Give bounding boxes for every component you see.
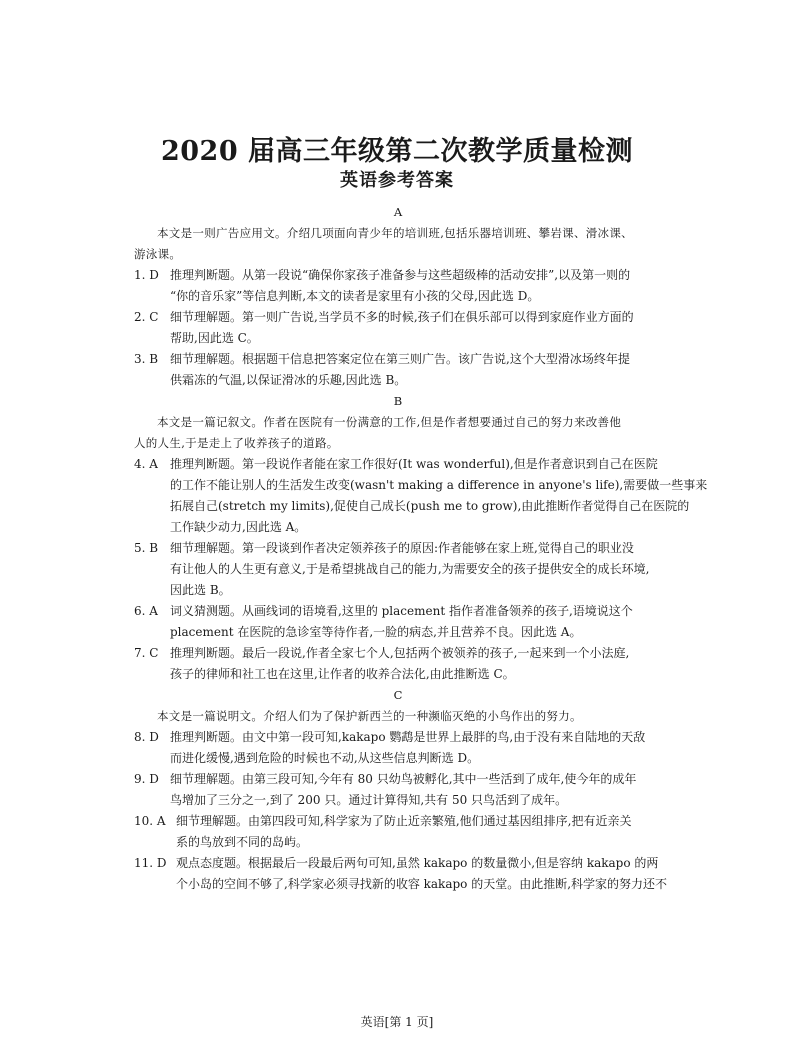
question-item — [134, 538, 662, 601]
section-label: B — [393, 394, 403, 408]
question-number: 4. A — [134, 457, 158, 471]
question-explanation — [170, 601, 662, 643]
explanation-line: 个小岛的空间不够了,科学家必须寻找新的收容 kakapo 的天堂。由此推断,科学家的努力还不 — [176, 877, 668, 891]
explanation-line: 细节理解题。由第四段可知,科学家为了防止近亲繁殖,他们通过基因组排序,把有近亲关 — [176, 814, 632, 828]
question-number: 5. B — [134, 541, 159, 555]
explanation-line: 鸟增加了三分之一,到了 200 只。通过计算得知,共有 50 只鸟活到了成年。 — [170, 793, 568, 807]
explanation-line: 推理判断题。从第一段说“确保你家孩子准备参与这些超级棒的活动安排”,以及第一则的 — [170, 268, 631, 282]
intro-line: 人的人生,于是走上了收养孩子的道路。 — [134, 436, 339, 450]
explanation-line: 细节理解题。第一则广告说,当学员不多的时候,孩子们在俱乐部可以得到家庭作业方面的 — [170, 310, 634, 324]
explanation-line: 推理判断题。由文中第一段可知,kakapo 鹦鹉是世界上最胖的鸟,由于没有来自陆地的天敌 — [170, 730, 646, 744]
explanation-line: 工作缺少动力,因此选 A。 — [170, 520, 307, 534]
explanation-line: 推理判断题。最后一段说,作者全家七个人,包括两个被领养的孩子,一起来到一个小法庭, — [170, 646, 630, 660]
explanation-line: 观点态度题。根据最后一段最后两句可知,虽然 kakapo 的数量微小,但是容纳 kakapo 的两 — [176, 856, 659, 870]
page-subtitle: 英语参考答案 — [340, 170, 454, 191]
question-number: 11. D — [134, 856, 167, 870]
intro-line: 本文是一篇说明文。介绍人们为了保护新西兰的一种濒临灭绝的小鸟作出的努力。 — [157, 709, 582, 723]
explanation-line: 供霜冻的气温,以保证滑冰的乐趣,因此选 B。 — [170, 373, 407, 387]
page-footer: 英语[第 1 页] — [360, 1015, 434, 1029]
explanation-line: 细节理解题。由第三段可知,今年有 80 只幼鸟被孵化,其中一些活到了成年,使今年的成年 — [170, 772, 637, 786]
question-number: 6. A — [134, 604, 158, 618]
page-title: 2020 届高三年级第二次教学质量检测 — [160, 136, 634, 167]
question-explanation — [170, 769, 662, 811]
explanation-line: 有让他人的人生更有意义,于是希望挑战自己的能力,为需要安全的孩子提供安全的成长环境, — [170, 562, 650, 576]
question-item — [134, 727, 662, 769]
question-item — [134, 853, 668, 895]
question-explanation — [170, 349, 662, 391]
question-item — [134, 643, 662, 685]
intro-line: 本文是一则广告应用文。介绍几项面向青少年的培训班,包括乐器培训班、攀岩课、滑冰课、 — [157, 226, 633, 240]
section-intro — [134, 223, 662, 265]
explanation-line: 细节理解题。第一段谈到作者决定领养孩子的原因:作者能够在家上班,觉得自己的职业没 — [170, 541, 634, 555]
section-label: C — [393, 688, 403, 702]
question-item — [134, 454, 708, 538]
question-number: 3. B — [134, 352, 159, 366]
question-number: 2. C — [134, 310, 159, 324]
question-explanation — [170, 307, 662, 349]
explanation-line: 而进化缓慢,遇到危险的时候也不动,从这些信息判断选 D。 — [170, 751, 480, 765]
section-intro — [134, 706, 662, 727]
explanation-line: 细节理解题。根据题干信息把答案定位在第三则广告。该广告说,这个大型滑冰场终年提 — [170, 352, 630, 366]
question-number: 8. D — [134, 730, 159, 744]
section-label: A — [393, 205, 403, 219]
question-item — [134, 769, 662, 811]
question-explanation — [170, 727, 662, 769]
question-item — [134, 811, 662, 853]
explanation-line: 系的鸟放到不同的岛屿。 — [176, 835, 309, 849]
question-item — [134, 349, 662, 391]
section-intro — [134, 412, 662, 454]
explanation-line: placement 在医院的急诊室等待作者,一脸的病态,并且营养不良。因此选 A。 — [170, 625, 582, 639]
question-explanation — [176, 811, 662, 853]
explanation-line: 因此选 B。 — [170, 583, 231, 597]
question-number: 7. C — [134, 646, 159, 660]
explanation-line: 词义猜测题。从画线词的语境看,这里的 placement 指作者准备领养的孩子,语境说这个 — [170, 604, 633, 618]
question-explanation — [176, 853, 667, 895]
explanation-line: 的工作不能让别人的生活发生改变(wasn't making a difference in anyone's life),需要做一些事来 — [170, 478, 708, 492]
question-number: 1. D — [134, 268, 159, 282]
intro-line: 本文是一篇记叙文。作者在医院有一份满意的工作,但是作者想要通过自己的努力来改善他 — [157, 415, 622, 429]
question-explanation — [170, 454, 707, 538]
answer-body — [134, 202, 708, 895]
explanation-line: 帮助,因此选 C。 — [170, 331, 259, 345]
question-number: 10. A — [134, 814, 166, 828]
question-number: 9. D — [134, 772, 159, 786]
question-explanation — [170, 538, 662, 601]
question-item — [134, 307, 662, 349]
explanation-line: “你的音乐家”等信息判断,本文的读者是家里有小孩的父母,因此选 D。 — [170, 289, 540, 303]
question-item — [134, 265, 662, 307]
question-explanation — [170, 643, 662, 685]
question-item — [134, 601, 662, 643]
explanation-line: 推理判断题。第一段说作者能在家工作很好(It was wonderful),但是作者意识到自己在医院 — [170, 457, 658, 471]
question-explanation — [170, 265, 662, 307]
intro-line: 游泳课。 — [134, 247, 182, 261]
explanation-line: 孩子的律师和社工也在这里,让作者的收养合法化,由此推断选 C。 — [170, 667, 515, 681]
explanation-line: 拓展自己(stretch my limits),促使自己成长(push me to grow),由此推断作者觉得自己在医院的 — [170, 499, 690, 513]
